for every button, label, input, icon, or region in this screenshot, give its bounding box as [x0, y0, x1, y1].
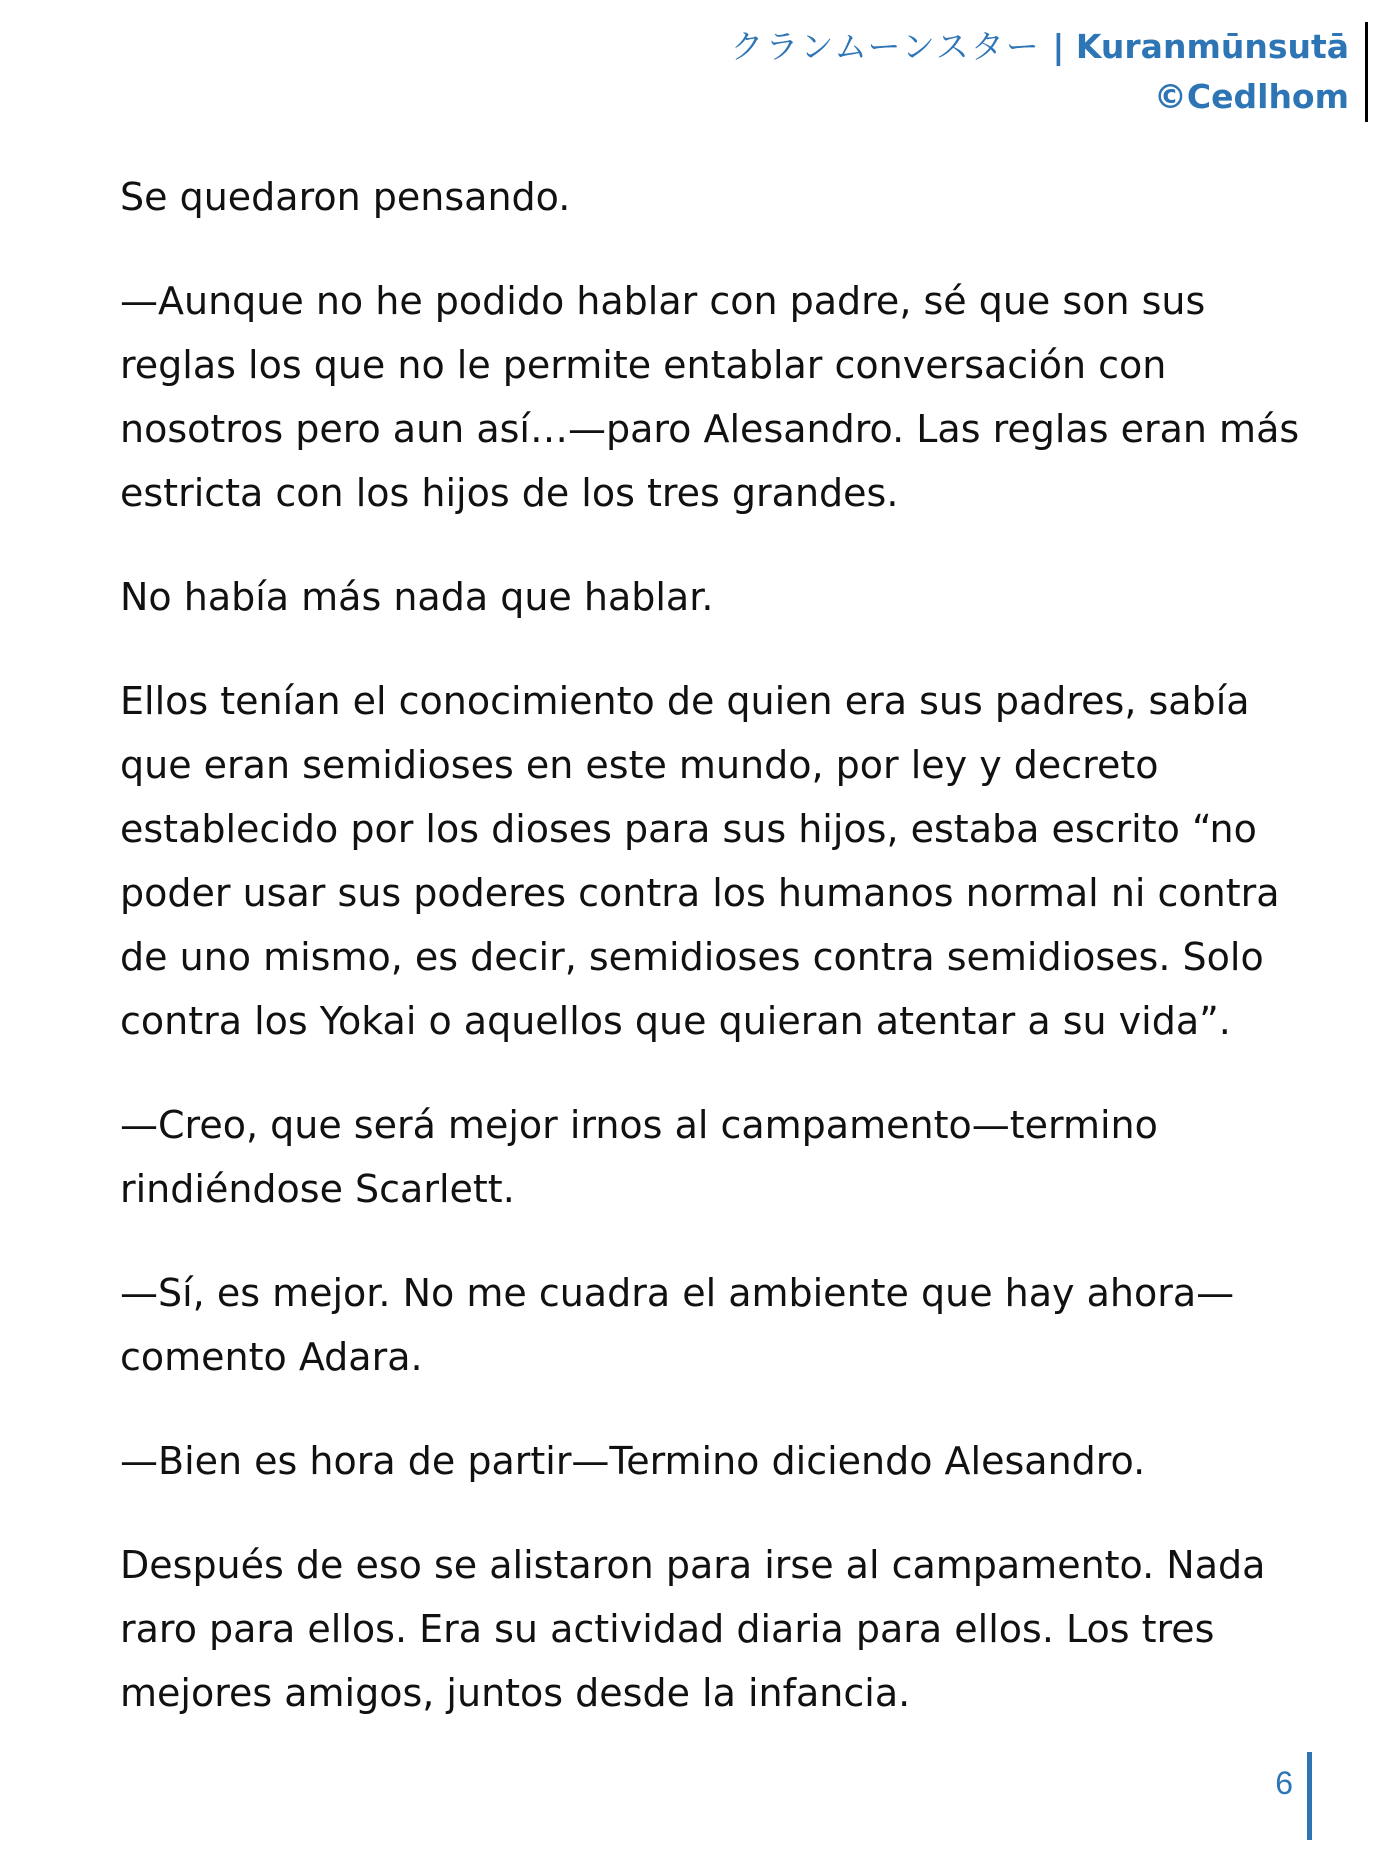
paragraph: —Creo, que será mejor irnos al campamento—termino rindiéndose Scarlett. — [120, 1103, 1158, 1211]
paragraph: Después de eso se alistaron para irse al campamento. Nada raro para ellos. Era su actividad diaria para ellos. Los tres mejores amigos, juntos desde la infancia. — [120, 1543, 1266, 1715]
paragraph: —Aunque no he podido hablar con padre, sé que son sus reglas los que no le permite entablar conversación con nosotros pero aun así…—paro Alesandro. Las reglas eran más estricta con los hijos de los tres grandes. — [120, 279, 1300, 515]
header-copyright: ©Cedlhom — [1153, 77, 1349, 116]
header-title-line — [730, 22, 1349, 72]
paragraph: Ellos tenían el conocimiento de quien era sus padres, sabía que eran semidioses en este mundo, por ley y decreto establecido por los dioses para sus hijos, estaba escrito “no poder usar sus poderes contra los humanos normal ni contra de uno mismo, es decir, semidioses contra semidioses. Solo contra los Yokai o aquellos que quieran atentar a su vida”. — [120, 679, 1280, 1043]
header-title-romaji: Kuranmūnsutā — [1075, 27, 1349, 66]
paragraph: No había más nada que hablar. — [120, 575, 714, 619]
header-title-japanese: クランムーンスター — [730, 27, 1041, 66]
paragraph: —Bien es hora de partir—Termino diciendo Alesandro. — [120, 1439, 1146, 1483]
document-body — [120, 165, 1300, 1765]
page-header — [730, 22, 1368, 122]
paragraph: Se quedaron pensando. — [120, 175, 571, 219]
page-number: 6 — [1275, 1752, 1312, 1840]
paragraph: —Sí, es mejor. No me cuadra el ambiente que hay ahora—comento Adara. — [120, 1271, 1235, 1379]
header-separator: | — [1052, 27, 1065, 66]
